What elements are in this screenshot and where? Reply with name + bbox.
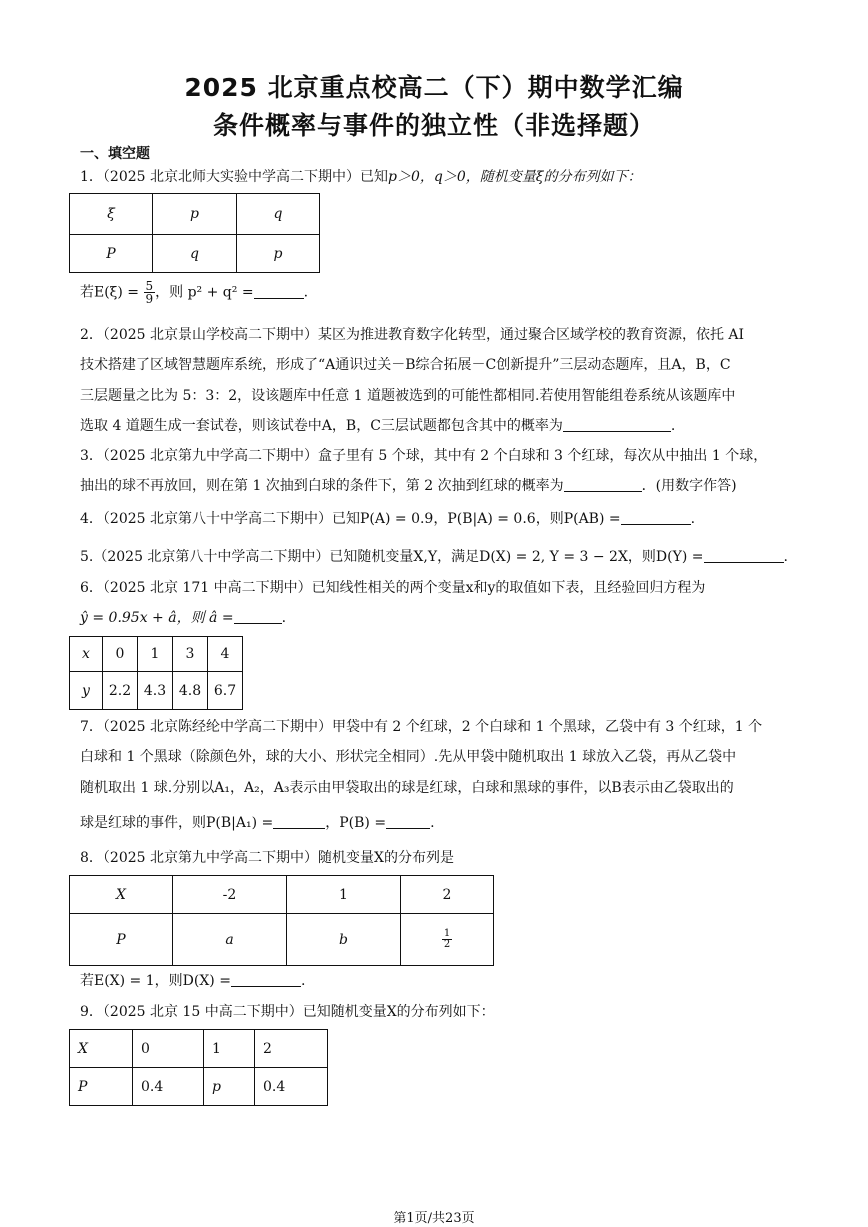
question-9-table — [69, 1029, 328, 1106]
answer-blank[interactable] — [564, 477, 642, 492]
question-2-line3: 三层题量之比为 5：3：2，设该题库中任意 1 道题被选到的可能性都相同.若使用智能组卷系统从该题库中 — [80, 388, 736, 404]
answer-blank[interactable] — [231, 972, 301, 987]
table-cell: 0.4 — [255, 1068, 328, 1106]
fraction-one-half — [442, 929, 452, 950]
question-5-line — [80, 546, 792, 566]
table-cell: p — [204, 1068, 255, 1106]
question-1-condition: p＞0，q＞0，随机变量ξ的分布列如下： — [388, 169, 642, 185]
question-7-part-b: ，P(B) = — [325, 815, 387, 831]
table-cell: 6.7 — [208, 672, 243, 710]
question-1-intro: 1．（2025 北京北师大实验中学高二下期中）已知 — [80, 169, 388, 185]
document-title-line1: 2025 北京重点校高二（下）期中数学汇编 — [184, 73, 684, 102]
period: . — [300, 973, 306, 989]
question-7-line1: 7．（2025 北京陈经纶中学高二下期中）甲袋中有 2 个红球，2 个白球和 1 个黑球，乙袋中有 3 个红球，1 个 — [80, 719, 763, 735]
question-7-part-a: 球是红球的事件，则P(B|A₁) = — [80, 815, 274, 831]
table-cell: P — [70, 235, 153, 273]
question-4-text: 4．（2025 北京第八十中学高二下期中）已知P(A) = 0.9，P(B|A) = 0.6，则P(AB) = — [80, 511, 621, 527]
fraction-numerator: 1 — [443, 928, 451, 939]
document-title-line2: 条件概率与事件的独立性（非选择题） — [212, 111, 655, 140]
question-1-table — [69, 193, 320, 273]
period: . — [670, 418, 676, 434]
answer-blank[interactable] — [386, 814, 430, 829]
table-cell: ξ — [70, 194, 153, 235]
question-1-expectation: 若E(ξ) = — [80, 284, 140, 301]
table-cell: 0 — [133, 1030, 204, 1068]
fraction-denominator: 2 — [443, 939, 451, 950]
table-cell: P — [70, 1068, 133, 1106]
table-cell: 4 — [208, 637, 243, 672]
table-cell: 4.3 — [138, 672, 173, 710]
question-1-ask: ，则 p² + q² = — [155, 284, 254, 301]
table-cell: 1 — [204, 1030, 255, 1068]
table-cell: 3 — [173, 637, 208, 672]
table-cell: 0 — [103, 637, 138, 672]
table-cell: 2 — [255, 1030, 328, 1068]
period: . — [430, 815, 435, 831]
question-9-line: 9．（2025 北京 15 中高二下期中）已知随机变量X的分布列如下： — [80, 1004, 495, 1020]
table-cell — [401, 914, 494, 966]
table-cell: 4.8 — [173, 672, 208, 710]
section-heading: 一、填空题 — [80, 146, 150, 162]
period: . — [281, 610, 287, 626]
question-3-line2-text: 抽出的球不再放回，则在第 1 次抽到白球的条件下，第 2 次抽到红球的概率为 — [80, 478, 564, 494]
table-cell: P — [70, 914, 173, 966]
table-cell: 2 — [401, 876, 494, 914]
question-6-table — [69, 636, 243, 710]
table-cell: x — [70, 637, 103, 672]
question-3-note: ．(用数字作答) — [641, 478, 737, 494]
question-1-stem — [80, 166, 792, 186]
table-cell: 2.2 — [103, 672, 138, 710]
period: . — [303, 284, 309, 301]
question-5-text: 5.（2025 北京第八十中学高二下期中）已知随机变量X,Y，满足D(X) = 2, Y = 3 − 2X，则D(Y) = — [80, 549, 704, 565]
table-cell: y — [70, 672, 103, 710]
question-7-line3: 随机取出 1 球.分别以A₁，A₂，A₃表示由甲袋取出的球是红球，白球和黑球的事件，以B表示由乙袋取出的 — [80, 780, 734, 796]
table-cell: a — [173, 914, 287, 966]
answer-blank[interactable] — [621, 510, 691, 525]
question-6-equation: ŷ = 0.95x + â，则 â = — [80, 610, 234, 626]
period: . — [783, 549, 788, 565]
question-8-table — [69, 875, 494, 966]
table-cell: X — [70, 1030, 133, 1068]
answer-blank[interactable] — [704, 548, 784, 563]
question-1-condition-line — [80, 280, 792, 305]
question-6-line1: 6．（2025 北京 171 中高二下期中）已知线性相关的两个变量x和y的取值如下表，且经验回归方程为 — [80, 580, 706, 596]
page-footer: 第1页/共23页 — [393, 1211, 475, 1226]
fraction-denominator: 9 — [145, 292, 154, 306]
answer-blank[interactable] — [254, 284, 304, 299]
fraction-numerator: 5 — [145, 279, 154, 293]
table-cell: 1 — [138, 637, 173, 672]
question-2-line4 — [80, 415, 792, 435]
question-7-line2: 白球和 1 个黑球（除颜色外，球的大小、形状完全相同）.先从甲袋中随机取出 1 球放入乙袋，再从乙袋中 — [80, 749, 737, 765]
question-8-ask — [80, 970, 792, 990]
question-7-line4 — [80, 812, 792, 832]
period: . — [690, 511, 696, 527]
question-8-ask-text: 若E(X) = 1，则D(X) = — [80, 973, 231, 989]
table-cell: 0.4 — [133, 1068, 204, 1106]
question-2-line1: 2．（2025 北京景山学校高二下期中）某区为推进教育数字化转型，通过聚合区域学校的教育资源，依托 AI — [80, 327, 745, 343]
question-3-line1: 3．（2025 北京第九中学高二下期中）盒子里有 5 个球，其中有 2 个白球和 3 个红球，每次从中抽出 1 个球， — [80, 448, 768, 464]
question-4-line — [80, 508, 792, 528]
table-cell: b — [287, 914, 401, 966]
table-cell: q — [237, 194, 320, 235]
table-cell: X — [70, 876, 173, 914]
question-3-line2 — [80, 475, 792, 495]
question-2-line2: 技术搭建了区域智慧题库系统，形成了“A通识过关－B综合拓展－C创新提升”三层动态题库，且A，B，C — [80, 357, 731, 373]
question-8-line: 8．（2025 北京第九中学高二下期中）随机变量X的分布列是 — [80, 850, 454, 866]
table-cell: p — [237, 235, 320, 273]
answer-blank[interactable] — [563, 417, 671, 432]
question-2-line4-text: 选取 4 道题生成一套试卷，则该试卷中A，B，C三层试题都包含其中的概率为 — [80, 418, 563, 434]
table-cell: -2 — [173, 876, 287, 914]
table-cell: q — [153, 235, 237, 273]
fraction-five-ninths — [144, 280, 156, 305]
answer-blank[interactable] — [273, 814, 325, 829]
table-cell: p — [153, 194, 237, 235]
question-6-line2 — [80, 607, 792, 627]
answer-blank[interactable] — [234, 609, 282, 624]
table-cell: 1 — [287, 876, 401, 914]
